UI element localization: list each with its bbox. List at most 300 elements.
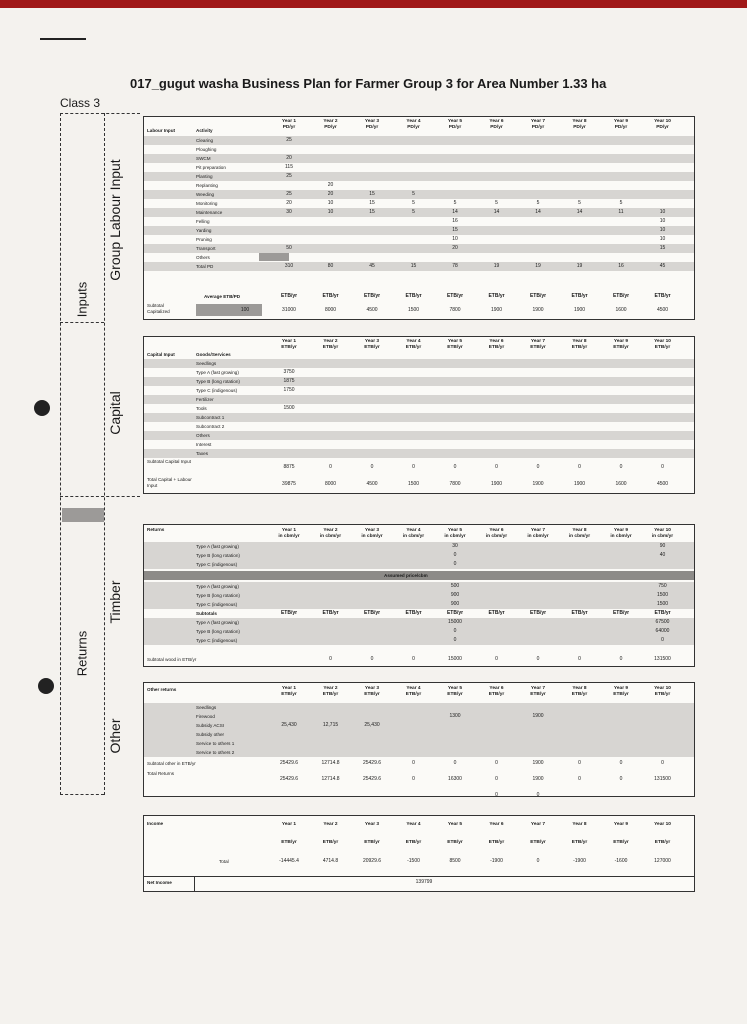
year-header: Year 6 — [489, 686, 504, 691]
table-cell: 19 — [576, 263, 583, 269]
unit-header: ETB/yr — [280, 293, 298, 299]
table-cell: 14 — [576, 209, 583, 215]
table-cell: 8875 — [283, 464, 295, 470]
table-cell: 131500 — [654, 656, 671, 662]
row-label: Firewood — [196, 714, 215, 719]
table-row — [144, 449, 694, 458]
income-section — [143, 815, 695, 892]
goods-label: Goods/Services — [196, 352, 231, 357]
table-cell: 1900 — [532, 713, 544, 719]
table-cell: 20 — [327, 191, 334, 197]
row-label: Total PD — [196, 264, 214, 269]
table-cell: 0 — [412, 776, 415, 782]
unit-header: ETB/yr — [405, 692, 422, 697]
year-header: Year 6 — [489, 339, 504, 344]
table-cell: 0 — [370, 464, 374, 470]
returns-label: Returns — [147, 527, 165, 532]
shaded-cell — [259, 253, 289, 261]
year-header: Year 7 — [530, 528, 546, 533]
unit-header: ETB/yr — [405, 345, 422, 350]
price-header: Assumed price/cbm — [384, 573, 428, 578]
unit-header: ETB/yr — [322, 345, 339, 350]
year-header: Year 8 — [572, 686, 587, 691]
table-cell: 20 — [327, 182, 334, 188]
table-cell: 1750 — [283, 387, 295, 393]
unit-header: ETB/yr — [654, 293, 671, 299]
unit-header: in cbm/yr — [444, 534, 466, 539]
unit-header: ETB/yr — [530, 345, 546, 350]
table-cell: 16 — [618, 263, 624, 269]
total-label: Total Returns — [147, 771, 175, 776]
unit-header: in cbm/yr — [527, 534, 549, 539]
unit-header: in cbm/yr — [319, 534, 342, 539]
table-cell: 0 — [536, 858, 540, 864]
row-label: Subsidy ACSI — [196, 723, 225, 728]
activity-label: Activity — [196, 128, 213, 133]
table-cell: 90 — [659, 543, 666, 549]
unit-header: ETB/yr — [654, 345, 671, 350]
row-label: Maintenance — [196, 210, 223, 215]
table-cell: 750 — [658, 583, 667, 589]
unit-header: in cbm/yr — [651, 534, 674, 539]
table-cell: 0 — [370, 656, 374, 662]
year-header: Year 3 — [364, 686, 380, 691]
table-cell: 14 — [452, 209, 458, 215]
table-cell: 1500 — [656, 601, 669, 607]
table-cell: 5 — [412, 200, 415, 206]
year-header: Year 2 — [323, 822, 338, 827]
year-header: Year 2 — [323, 339, 338, 344]
row-label: Type A (fast growing) — [196, 584, 239, 589]
unit-header: PD/yr — [656, 125, 669, 130]
unit-header: ETB/yr — [281, 840, 297, 845]
row-label: Type B (long rotation) — [196, 629, 240, 634]
row-label: Others — [196, 433, 210, 438]
table-cell: -1600 — [614, 858, 628, 864]
table-cell: 0 — [619, 656, 623, 662]
row-label: Service to others 1 — [196, 741, 235, 746]
year-header: Year 10 — [654, 339, 671, 344]
year-header: Year 9 — [613, 822, 629, 827]
year-header: Year 4 — [406, 528, 421, 533]
year-header: Year 8 — [572, 528, 587, 533]
unit-header: ETB/yr — [612, 293, 630, 299]
row-label: Clearing — [196, 138, 214, 143]
year-header: Year 5 — [447, 686, 463, 691]
table-cell: 0 — [453, 464, 457, 470]
year-header: Year 5 — [447, 119, 463, 124]
table-row — [144, 703, 694, 712]
table-cell: 0 — [578, 776, 581, 782]
row-label: Monitoring — [196, 201, 218, 206]
table-cell: 15 — [410, 263, 417, 269]
year-header: Year 9 — [613, 528, 629, 533]
table-cell: 10 — [327, 209, 334, 215]
table-cell: 15000 — [448, 656, 462, 662]
labour-side-label: Group Labour Input — [107, 159, 123, 281]
row-label: Type A (fast growing) — [196, 544, 239, 549]
unit-header: ETB/yr — [280, 610, 298, 616]
unit-header: ETB/yr — [571, 840, 588, 845]
capital-input-section — [143, 336, 695, 494]
table-cell: 80 — [327, 263, 334, 269]
table-cell: 0 — [578, 464, 581, 470]
unit-header: PD/yr — [282, 125, 296, 130]
table-cell: 19 — [493, 263, 500, 269]
unit-header: ETB/yr — [446, 293, 464, 299]
table-cell: 0 — [412, 656, 415, 662]
table-cell: 1875 — [283, 378, 295, 384]
year-header: Year 8 — [572, 119, 587, 124]
unit-header: ETB/yr — [488, 610, 505, 616]
table-cell: 78 — [452, 263, 458, 269]
table-cell: 15 — [369, 209, 375, 215]
year-header: Year 4 — [406, 119, 421, 124]
unit-header: ETB/yr — [613, 840, 629, 845]
other-returns-section — [143, 682, 695, 797]
unit-header: ETB/yr — [322, 293, 339, 299]
unit-header: ETB/yr — [530, 840, 546, 845]
year-header: Year 5 — [447, 528, 463, 533]
net-value: 139799 — [415, 879, 433, 885]
labour-input-label: Labour Input — [147, 128, 176, 133]
row-label: Transport — [196, 246, 216, 251]
subtotal-label: Subtotal Capitalized — [147, 303, 170, 314]
net-divider — [194, 876, 195, 891]
row-label: Type A (fast growing) — [196, 620, 239, 625]
table-cell: 20 — [452, 245, 458, 251]
year-header: Year 4 — [406, 686, 421, 691]
unit-header: ETB/yr — [405, 840, 422, 845]
table-cell: 1500 — [407, 481, 420, 487]
year-header: Year 3 — [364, 528, 380, 533]
year-header: Year 9 — [613, 339, 629, 344]
unit-header: ETB/yr — [488, 692, 505, 697]
row-label: Subcontract 2 — [196, 424, 225, 429]
unit-header: ETB/yr — [281, 345, 297, 350]
year-header: Year 5 — [447, 822, 463, 827]
table-cell: 115 — [285, 164, 293, 170]
table-cell: 1500 — [656, 592, 669, 598]
year-header: Year 4 — [406, 822, 421, 827]
row-label: Type C (indigenous) — [196, 562, 238, 567]
table-cell: 30 — [286, 209, 292, 215]
year-header: Year 2 — [323, 119, 338, 124]
row-label: Fertilizer — [196, 397, 214, 402]
table-cell: 7800 — [449, 307, 461, 313]
table-cell: 40 — [659, 552, 666, 558]
year-header: Year 6 — [489, 119, 504, 124]
table-cell: 0 — [329, 464, 332, 470]
table-cell: 1900 — [532, 760, 544, 766]
table-cell: 131500 — [654, 776, 671, 782]
year-header: Year 3 — [364, 339, 380, 344]
table-cell: 15 — [369, 191, 375, 197]
table-cell: 10 — [327, 200, 334, 206]
unit-header: ETB/yr — [654, 692, 671, 697]
year-header: Year 1 — [281, 339, 297, 344]
row-label: Type C (indigenous) — [196, 602, 238, 607]
unit-header: ETB/yr — [405, 293, 422, 299]
unit-header: ETB/yr — [447, 345, 463, 350]
table-cell: 0 — [329, 656, 332, 662]
table-cell: 4500 — [366, 481, 378, 487]
table-cell: 0 — [495, 464, 498, 470]
total-label: Total Capital + Labour Input — [147, 477, 192, 488]
year-header: Year 10 — [654, 528, 671, 533]
capital-side-label: Capital — [107, 391, 123, 435]
row-label: SWCM — [196, 156, 211, 161]
table-cell: 0 — [578, 760, 581, 766]
year-header: Year 3 — [364, 822, 380, 827]
table-row — [144, 244, 694, 253]
table-cell: 0 — [412, 760, 415, 766]
table-cell: 5 — [536, 200, 540, 206]
unit-header: in cbm/yr — [568, 534, 591, 539]
table-cell: 20929.6 — [362, 858, 382, 864]
unit-header: in cbm/yr — [361, 534, 383, 539]
table-row — [144, 730, 694, 739]
row-label: Seedlings — [196, 361, 217, 366]
row-label: Planting — [196, 174, 213, 179]
table-cell: 4500 — [656, 481, 669, 487]
table-cell: 0 — [412, 464, 415, 470]
table-cell: 15 — [369, 200, 375, 206]
subtotals-label: Subtotals — [196, 611, 217, 616]
unit-header: PD/yr — [365, 125, 379, 130]
year-header: Year 7 — [530, 339, 546, 344]
year-header: Year 1 — [281, 119, 297, 124]
table-cell: 0 — [619, 464, 623, 470]
unit-header: ETB/yr — [529, 293, 547, 299]
unit-header: ETB/yr — [405, 610, 422, 616]
table-cell: 1600 — [615, 481, 627, 487]
table-cell: 19 — [535, 263, 541, 269]
unit-header: ETB/yr — [571, 692, 588, 697]
subtotal-label: Subtotal wood in ETB/yr — [147, 657, 197, 662]
table-cell: 1500 — [283, 405, 295, 411]
table-cell: 64000 — [655, 628, 670, 634]
table-cell: -1900 — [573, 858, 586, 864]
table-cell: 1300 — [449, 713, 461, 719]
table-cell: 0 — [536, 656, 540, 662]
table-cell: -14445.4 — [279, 858, 299, 864]
table-cell: 1900 — [532, 307, 544, 313]
table-cell: 4500 — [366, 307, 378, 313]
table-cell: 0 — [495, 776, 498, 782]
other-side-label: Other — [107, 718, 123, 754]
table-cell: 5 — [412, 191, 415, 197]
unit-header: ETB/yr — [654, 840, 671, 845]
table-cell: 10 — [659, 218, 666, 224]
year-header: Year 10 — [654, 119, 671, 124]
year-header: Year 6 — [489, 822, 504, 827]
year-header: Year 3 — [364, 119, 380, 124]
year-header: Year 1 — [281, 686, 297, 691]
income-label: Income — [147, 821, 164, 826]
table-cell: 7800 — [449, 481, 461, 487]
year-header: Year 4 — [406, 339, 421, 344]
row-label: Pruning — [196, 237, 212, 242]
unit-header: ETB/yr — [363, 293, 381, 299]
unit-header: PD/yr — [490, 125, 503, 130]
table-cell: 14 — [493, 209, 500, 215]
table-cell: 1900 — [490, 307, 503, 313]
table-cell: 15 — [452, 227, 458, 233]
other-returns-label: Other returns — [147, 687, 177, 692]
table-cell: 310 — [284, 263, 294, 269]
unit-header: ETB/yr — [488, 840, 505, 845]
table-cell: 1600 — [615, 307, 627, 313]
frame-inner — [104, 113, 105, 795]
table-cell: 12,715 — [322, 722, 339, 728]
table-row — [144, 359, 694, 368]
frame-split — [60, 496, 140, 497]
year-header: Year 10 — [654, 822, 671, 827]
year-header: Year 5 — [447, 339, 463, 344]
unit-header: ETB/yr — [281, 692, 297, 697]
frame-bottom — [60, 794, 104, 795]
unit-header: ETB/yr — [364, 692, 380, 697]
table-cell: 16 — [452, 218, 458, 224]
table-cell: 25429.6 — [279, 776, 299, 782]
table-cell: 5 — [619, 200, 623, 206]
table-cell: 25,430 — [364, 722, 380, 728]
table-cell: 900 — [450, 601, 460, 607]
table-cell: 45 — [659, 263, 666, 269]
year-header: Year 2 — [323, 528, 338, 533]
unit-header: in cbm/yr — [278, 534, 300, 539]
table-cell: 0 — [536, 792, 540, 798]
year-header: Year 1 — [281, 528, 297, 533]
unit-header: in cbm/yr — [610, 534, 632, 539]
table-cell: 25 — [286, 137, 292, 143]
table-cell: 10 — [452, 236, 458, 242]
table-cell: 16300 — [448, 776, 462, 782]
table-cell: 0 — [578, 656, 581, 662]
row-label: Type B (long rotation) — [196, 593, 240, 598]
unit-header: PD/yr — [448, 125, 462, 130]
punch-hole-icon — [38, 678, 54, 694]
row-label: Service to others 2 — [196, 750, 235, 755]
table-cell: 1900 — [532, 481, 544, 487]
row-label: Ploughing — [196, 147, 217, 152]
avg-label: Average ETB/PD — [204, 294, 241, 299]
table-cell: 25,430 — [281, 722, 297, 728]
unit-header: ETB/yr — [446, 610, 464, 616]
table-cell: 1900 — [490, 481, 503, 487]
table-cell: 1500 — [407, 307, 420, 313]
table-cell: 8000 — [324, 481, 337, 487]
unit-header: ETB/yr — [322, 610, 339, 616]
unit-header: in cbm/yr — [402, 534, 425, 539]
unit-header: ETB/yr — [447, 692, 463, 697]
row-label: Weeding — [196, 192, 215, 197]
table-cell: 12714.8 — [321, 776, 340, 782]
unit-header: ETB/yr — [613, 345, 629, 350]
table-cell: 15000 — [448, 619, 462, 625]
table-cell: 14 — [535, 209, 541, 215]
unit-header: ETB/yr — [613, 692, 629, 697]
table-cell: 8000 — [324, 307, 337, 313]
table-cell: 0 — [661, 637, 664, 643]
year-header: Year 9 — [613, 686, 629, 691]
table-cell: 4500 — [656, 307, 669, 313]
table-cell: 3750 — [283, 369, 295, 375]
unit-header: PD/yr — [573, 125, 586, 130]
table-cell: 0 — [661, 760, 664, 766]
table-cell: 5 — [412, 209, 415, 215]
class-label: Class 3 — [60, 96, 101, 110]
returns-side-label: Returns — [74, 630, 90, 677]
table-cell: 15 — [659, 245, 666, 251]
table-cell: 500 — [450, 583, 460, 589]
table-row — [144, 172, 694, 181]
row-label: Felling — [196, 219, 210, 224]
table-cell: 0 — [453, 628, 457, 634]
table-cell: 25429.6 — [362, 760, 382, 766]
unit-header: ETB/yr — [530, 692, 546, 697]
table-cell: 31000 — [282, 307, 296, 313]
table-cell: 8500 — [449, 858, 461, 864]
table-cell: 0 — [536, 464, 540, 470]
table-cell: 12714.8 — [321, 760, 340, 766]
subtotal-label: Subtotal Capital Input — [147, 459, 191, 464]
row-label: Type A (fast growing) — [196, 370, 239, 375]
table-cell: 39875 — [282, 481, 296, 487]
row-label: Type B (long rotation) — [196, 379, 240, 384]
table-cell: 20 — [286, 200, 292, 206]
table-row — [144, 413, 694, 422]
table-cell: 127000 — [654, 858, 671, 864]
table-cell: 45 — [369, 263, 375, 269]
unit-header: ETB/yr — [364, 345, 380, 350]
table-cell: 25429.6 — [362, 776, 382, 782]
table-cell: 5 — [578, 200, 581, 206]
table-cell: 11 — [618, 209, 624, 215]
row-label: Type B (long rotation) — [196, 553, 240, 558]
table-cell: 67500 — [655, 619, 670, 625]
table-cell: 25 — [286, 173, 292, 179]
unit-header: ETB/yr — [488, 345, 505, 350]
unit-header: ETB/yr — [571, 610, 588, 616]
table-row — [144, 226, 694, 235]
table-cell: 900 — [450, 592, 460, 598]
row-label: Taxes — [196, 451, 208, 456]
row-label: Yarding — [196, 228, 212, 233]
unit-header: ETB/yr — [322, 692, 339, 697]
unit-header: ETB/yr — [322, 840, 339, 845]
table-cell: 10 — [659, 227, 666, 233]
row-label: Replanting — [196, 183, 218, 188]
net-label: Net Income — [147, 880, 172, 885]
year-header: Year 8 — [572, 339, 587, 344]
unit-header: ETB/yr — [571, 293, 588, 299]
avg-value: 100 — [240, 307, 250, 313]
table-cell: 10 — [659, 236, 666, 242]
table-cell: -1900 — [490, 858, 503, 864]
unit-header: ETB/yr — [612, 610, 630, 616]
table-cell: 0 — [619, 776, 623, 782]
inputs-side-label: Inputs — [74, 281, 90, 318]
year-header: Year 10 — [654, 686, 671, 691]
page-top-edge — [0, 0, 747, 8]
frame-left — [60, 113, 61, 795]
row-label: Type C (indigenous) — [196, 388, 238, 393]
unit-header: ETB/yr — [654, 610, 671, 616]
year-header: Year 9 — [613, 119, 629, 124]
table-row — [144, 154, 694, 163]
